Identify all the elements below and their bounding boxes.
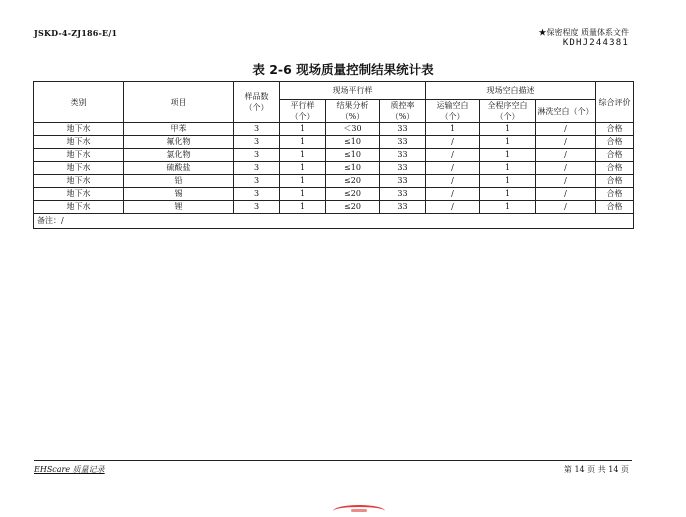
cell-rinse-blank: / — [536, 149, 596, 162]
cell-parallel: 1 — [280, 136, 326, 149]
cell-full-blank: 1 — [480, 123, 536, 136]
cell-category: 地下水 — [34, 136, 124, 149]
page-number: 第 14 页 共 14 页 — [563, 465, 629, 474]
cell-eval: 合格 — [596, 123, 634, 136]
cell-result: ≤20 — [326, 175, 380, 188]
cell-samples: 3 — [234, 175, 280, 188]
cell-rinse-blank: / — [536, 162, 596, 175]
qc-results-table — [33, 81, 634, 229]
cell-category: 地下水 — [34, 175, 124, 188]
cell-category: 地下水 — [34, 123, 124, 136]
cell-rinse-blank: / — [536, 188, 596, 201]
cell-result: ≤20 — [326, 188, 380, 201]
cell-result: ≤20 — [326, 201, 380, 214]
footer-divider — [34, 460, 632, 461]
col-header-result: 结果分析（%） — [326, 100, 380, 123]
cell-full-blank: 1 — [480, 162, 536, 175]
header-right — [538, 27, 629, 49]
table-row — [34, 136, 634, 149]
cell-qc-rate: 33 — [380, 149, 426, 162]
cell-qc-rate: 33 — [380, 188, 426, 201]
cell-rinse-blank: / — [536, 201, 596, 214]
cell-transport-blank: / — [426, 188, 480, 201]
cell-category: 地下水 — [34, 149, 124, 162]
cell-eval: 合格 — [596, 136, 634, 149]
cell-item: 甲苯 — [124, 123, 234, 136]
cell-item: 氯化物 — [124, 149, 234, 162]
cell-result: ≤10 — [326, 162, 380, 175]
cell-samples: 3 — [234, 188, 280, 201]
col-header-sample-count: 样品数（个） — [234, 82, 280, 123]
cell-samples: 3 — [234, 201, 280, 214]
cell-item: 氟化物 — [124, 136, 234, 149]
table-row — [34, 201, 634, 214]
col-header-full-blank: 全程序空白（个） — [480, 100, 536, 123]
col-header-transport-blank: 运输空白（个） — [426, 100, 480, 123]
cell-result: ≤10 — [326, 149, 380, 162]
col-header-rinse-blank: 淋洗空白（个） — [536, 100, 596, 123]
cell-transport-blank: / — [426, 136, 480, 149]
cell-parallel: 1 — [280, 175, 326, 188]
table-row — [34, 123, 634, 136]
confidential-label: ★保密程度 质量体系文件 — [538, 28, 629, 37]
cell-rinse-blank: / — [536, 123, 596, 136]
cell-transport-blank: / — [426, 201, 480, 214]
cell-full-blank: 1 — [480, 175, 536, 188]
cell-full-blank: 1 — [480, 149, 536, 162]
col-header-category: 类别 — [34, 82, 124, 123]
cell-qc-rate: 33 — [380, 123, 426, 136]
cell-transport-blank: / — [426, 149, 480, 162]
table-row — [34, 175, 634, 188]
cell-parallel: 1 — [280, 201, 326, 214]
cell-full-blank: 1 — [480, 201, 536, 214]
serial-number: KDHJ244381 — [562, 38, 629, 48]
cell-qc-rate: 33 — [380, 162, 426, 175]
cell-transport-blank: / — [426, 175, 480, 188]
cell-transport-blank: / — [426, 162, 480, 175]
cell-item: 锡 — [124, 188, 234, 201]
footer-brand: EHScare 质量记录 — [34, 465, 105, 474]
doc-code: JSKD-4-ZJ186-E/1 — [34, 28, 118, 38]
cell-full-blank: 1 — [480, 188, 536, 201]
cell-parallel: 1 — [280, 149, 326, 162]
table-title: 表 2-6 现场质量控制结果统计表 — [252, 62, 434, 77]
cell-transport-blank: 1 — [426, 123, 480, 136]
table-row — [34, 162, 634, 175]
cell-parallel: 1 — [280, 162, 326, 175]
col-header-item: 项目 — [124, 82, 234, 123]
cell-samples: 3 — [234, 136, 280, 149]
table-row — [34, 149, 634, 162]
col-header-qc-rate: 质控率（%） — [380, 100, 426, 123]
cell-parallel: 1 — [280, 123, 326, 136]
cell-eval: 合格 — [596, 188, 634, 201]
group-header-parallel: 现场平行样 — [280, 82, 426, 100]
cell-samples: 3 — [234, 162, 280, 175]
cell-qc-rate: 33 — [380, 136, 426, 149]
cell-rinse-blank: / — [536, 136, 596, 149]
cell-qc-rate: 33 — [380, 201, 426, 214]
cell-item: 锂 — [124, 201, 234, 214]
cell-parallel: 1 — [280, 188, 326, 201]
cell-rinse-blank: / — [536, 175, 596, 188]
cell-eval: 合格 — [596, 162, 634, 175]
cell-samples: 3 — [234, 123, 280, 136]
cell-category: 地下水 — [34, 201, 124, 214]
cell-category: 地下水 — [34, 188, 124, 201]
cell-result: ＜30 — [326, 123, 380, 136]
col-header-eval: 综合评价 — [596, 82, 634, 123]
table-row — [34, 188, 634, 201]
cell-result: ≤10 — [326, 136, 380, 149]
cell-qc-rate: 33 — [380, 175, 426, 188]
remark-cell: 备注：/ — [34, 214, 634, 229]
remark-row — [34, 214, 634, 229]
cell-full-blank: 1 — [480, 136, 536, 149]
group-header-blank: 现场空白描述 — [426, 82, 596, 100]
cell-item: 硫酸盐 — [124, 162, 234, 175]
cell-eval: 合格 — [596, 149, 634, 162]
cell-category: 地下水 — [34, 162, 124, 175]
cell-eval: 合格 — [596, 201, 634, 214]
cell-eval: 合格 — [596, 175, 634, 188]
seal-stamp — [333, 505, 385, 517]
cell-item: 铅 — [124, 175, 234, 188]
cell-samples: 3 — [234, 149, 280, 162]
col-header-parallel: 平行样（个） — [280, 100, 326, 123]
